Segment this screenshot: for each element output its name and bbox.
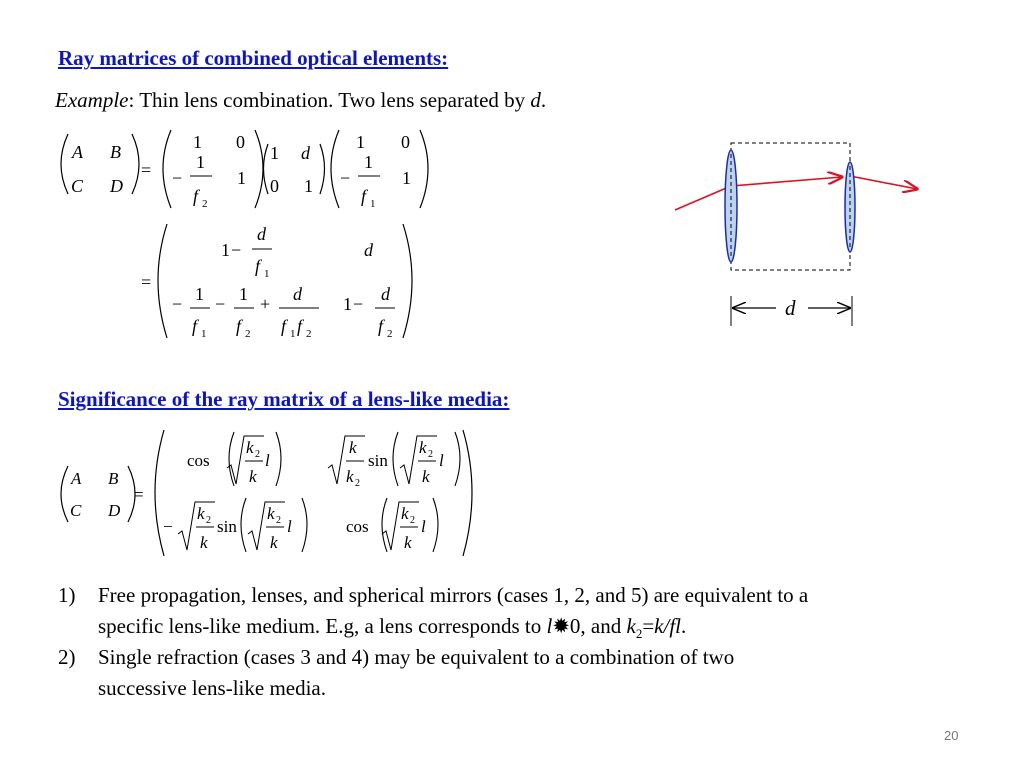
example-label: Example [55, 88, 129, 112]
r2-f2: f [236, 316, 242, 336]
r2c2-k2-sub: 2 [410, 515, 415, 526]
r2c1-inner-k2: k [267, 504, 275, 523]
r2-minus-2: − [215, 294, 226, 314]
equals-sign-2: = [141, 272, 152, 292]
r2c1-inner-k: k [270, 533, 278, 552]
r2-one-2: 1 [239, 284, 248, 304]
equation-lens-like-medium [50, 426, 480, 560]
r2c1-k2: k [197, 504, 205, 523]
matrix-element-d: D [110, 176, 123, 196]
r2-f2-sub: 2 [245, 328, 251, 340]
r2-f1-den-sub: 1 [290, 328, 296, 340]
notes-list [58, 580, 988, 710]
m1-r1c2: 0 [236, 132, 245, 152]
r1-d: d [364, 240, 373, 260]
equation-lens-combination [50, 122, 450, 218]
m1-num: 1 [196, 152, 205, 172]
r1-fsub: 1 [264, 268, 270, 280]
r1c1-k2: k [246, 438, 254, 457]
middle-ray [731, 177, 842, 186]
r2c1-k2-sub: 2 [206, 515, 211, 526]
example-end: . [540, 88, 547, 112]
r1-minus: − [231, 240, 242, 260]
r1-one: 1 [221, 240, 230, 260]
matrix-element-a: A [72, 142, 83, 162]
m1-r1c1: 1 [193, 132, 202, 152]
m3-minus: − [340, 168, 351, 188]
r1c2-inner-k: k [422, 467, 430, 486]
lm-c: C [70, 501, 82, 520]
lm-b: B [108, 469, 119, 488]
r2-f2-den-sub: 2 [306, 328, 312, 340]
r1c1-k2-sub: 2 [255, 449, 260, 460]
matrix-element-b: B [110, 142, 121, 162]
r2-f2-den-2: f [378, 316, 384, 336]
m1-minus: − [172, 168, 183, 188]
separation-box [731, 143, 850, 270]
r2c1-inner-k2-sub: 2 [276, 515, 281, 526]
r2c1-k: k [200, 533, 208, 552]
m1-f: f [193, 186, 199, 206]
r2c2-k: k [404, 533, 412, 552]
list-number: 2) [58, 645, 76, 669]
r2-one-1: 1 [195, 284, 204, 304]
example-text: : Thin lens combination. Two lens separated by [128, 88, 531, 112]
r1c2-k2-sub: 2 [355, 478, 360, 489]
r1c1-k: k [249, 467, 257, 486]
m2-r2c2: 1 [304, 176, 313, 196]
r2c1-l: l [287, 517, 292, 536]
m1-r2c2: 1 [237, 168, 246, 188]
r2-f2-den: f [297, 316, 303, 336]
m3-r1c1: 1 [356, 132, 365, 152]
r1-d-num: d [257, 224, 266, 244]
m2-r2c1: 0 [270, 176, 279, 196]
r1c2-l: l [439, 451, 444, 470]
exit-ray [850, 176, 917, 189]
example-line [55, 88, 546, 113]
m3-num: 1 [364, 152, 373, 172]
example-var: d [530, 88, 541, 112]
list-item [58, 642, 988, 702]
list-text-line: specific lens-like medium. E.g, a lens corresponds to l✹0, and $k_2=k/fl$. [98, 614, 687, 642]
r1c2-sin: sin [368, 451, 388, 470]
list-text-line: Single refraction (cases 3 and 4) may be equivalent to a combination of two [98, 645, 735, 669]
approaches-symbol: ✹ [552, 614, 570, 638]
r2-d-num: d [293, 284, 302, 304]
r2c1-sin: sin [217, 517, 237, 536]
r2-f2-den-2-sub: 2 [387, 328, 393, 340]
m3-r1c2: 0 [401, 132, 410, 152]
list-item [58, 580, 988, 640]
equals-sign: = [141, 160, 152, 180]
r1c2-k: k [349, 438, 357, 457]
m3-f: f [361, 186, 367, 206]
equation-combined-matrix [135, 218, 425, 346]
list-text-line: Free propagation, lenses, and spherical mirrors (cases 1, 2, and 5) are equivalent to a [98, 583, 809, 607]
r1c1-cos: cos [187, 451, 210, 470]
r1-f: f [255, 256, 261, 276]
m2-r1c2: d [301, 143, 310, 163]
m1-fsub: 2 [202, 198, 208, 210]
r1c2-inner-k2: k [419, 438, 427, 457]
r2-minus-3: − [353, 294, 364, 314]
m3-fsub: 1 [370, 198, 376, 210]
r1c2-k2: k [346, 467, 354, 486]
r1c1-l: l [265, 451, 270, 470]
lm-d: D [108, 501, 121, 520]
m2-r1c1: 1 [270, 143, 279, 163]
r2-f1-den: f [281, 316, 287, 336]
section-heading-significance: Significance of the ray matrix of a lens-like media: [58, 387, 510, 411]
r2-f1-sub: 1 [201, 328, 207, 340]
r2-f1: f [192, 316, 198, 336]
two-lens-diagram [668, 136, 936, 328]
distance-label: d [785, 296, 796, 320]
section-heading-ray-matrices: Ray matrices of combined optical elements: [58, 46, 449, 70]
lm-a: A [71, 469, 82, 488]
matrix-element-c: C [71, 176, 84, 196]
r2c1-minus: − [163, 517, 173, 536]
r2-plus: + [260, 294, 271, 314]
slide-number: 20 [944, 728, 959, 743]
r1c2-inner-k2-sub: 2 [428, 449, 433, 460]
r2-d-num-2: d [381, 284, 390, 304]
r2c2-k2: k [401, 504, 409, 523]
m3-r2c2: 1 [402, 168, 411, 188]
incident-ray [675, 186, 731, 210]
r2-one-3: 1 [343, 294, 352, 314]
list-number: 1) [58, 583, 76, 607]
lm-equals: = [134, 485, 144, 504]
r2-minus-1: − [172, 294, 183, 314]
list-text-line: successive lens-like media. [98, 676, 327, 700]
r2c2-l: l [421, 517, 426, 536]
r2c2-cos: cos [346, 517, 369, 536]
